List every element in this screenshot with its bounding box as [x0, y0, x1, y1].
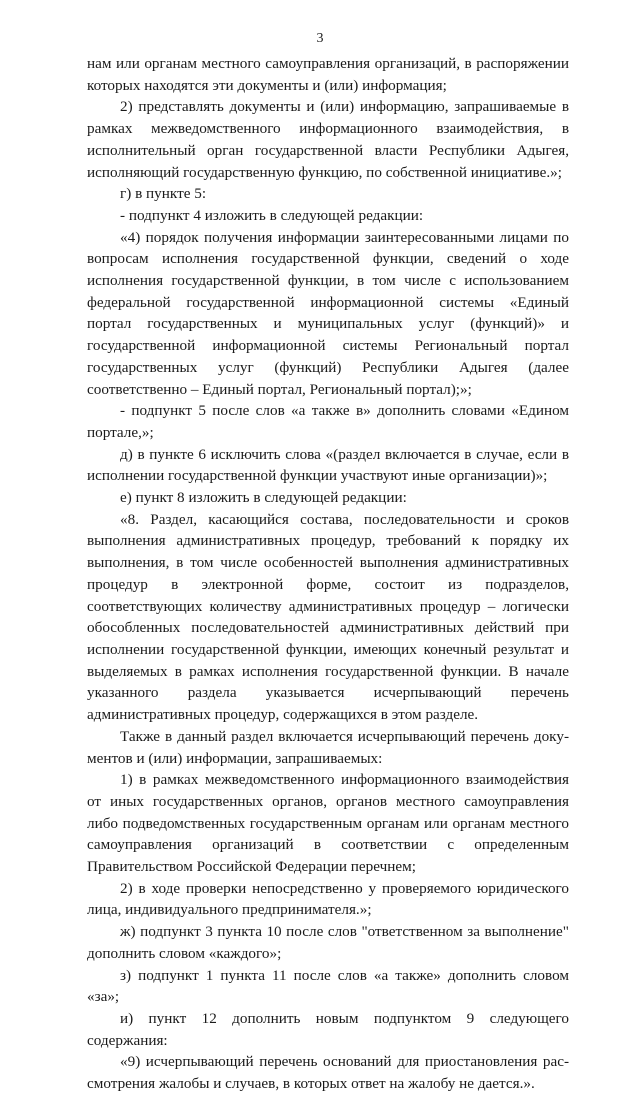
paragraph-subitem-4-text: «4) порядок получения информации заинтересованными лицами по вопросам исполнения государственной функции, сведений о ходе исполнения государственной функции, в том числе с использованием федеральной государственной информационной системы «Единый портал государственных и муниципальных услуг (функций)» и государственной информационной системы Региональный портал государственных услуг (функций) Республики Адыгея (далее соответственно – Единый портал, Региональный портал);»;: [87, 228, 569, 398]
paragraph-item-e: е) пункт 8 изложить в следующей редакции:: [120, 489, 407, 507]
paragraph-list-item-2: 2) в ходе проверки непосредственно у проверяемого юридического лица, индивидуального предпринимателя.»;: [87, 879, 569, 919]
paragraph-item-9-text: «9) исчерпывающий перечень оснований для приостановления рассмотрения жалобы и случаев, в которых ответ на жалобу не дается.».: [87, 1053, 569, 1093]
paragraph-item-zh: ж) подпункт 3 пункта 10 после слов "ответственном за выполнение" дополнить словом «каждого»;: [87, 923, 569, 962]
paragraph-item-2: 2) представлять документы и (или) информацию, запрашиваемые в рамках межведомственного информационного взаимодействия, в исполнительный орган государственной власти Республики Адыгея, исполняющий государственную функцию, по собственной инициативе.»;: [87, 98, 569, 181]
paragraph-continuation: нам или органам местного самоуправления организаций, в распоряжении которых находятся эти документы и (или) информация;: [87, 55, 569, 94]
page-number: 3: [316, 31, 324, 46]
paragraph-list-item-1: 1) в рамках межведомственного информационного взаимодействия от иных государственных органов, органов местного самоуправления либо подведомственных государственным органам или органам местного самоуправления организаций в соответствии с определенным Правительством Российской Федерации перечнем;: [87, 771, 569, 876]
paragraph-item-8-text: «8. Раздел, касающийся состава, последовательности и сроков выполнения административных процедур, требований к порядку их выполнения, в том числе особенностей выполнения административных процедур в электронной форме, состоит из подразделов, соответствующих количеству административных процедур – логически обособленных последовательностей административных действий при исполнении государственной функции, имеющих конечный результат и выделяемых в рамках исполнения государственной функции. В начале указанного раздела указывается исчерпывающий перечень административных процедур, содержащихся в этом разделе.: [87, 510, 569, 724]
paragraph-section-list: Также в данный раздел включается исчерпывающий перечень документов и (или) информации, запрашиваемых:: [87, 727, 569, 767]
paragraph-item-g: г) в пункте 5:: [120, 185, 207, 203]
paragraph-item-d: д) в пункте 6 исключить слова «(раздел включается в случае, если в исполнении государственной функции участвуют иные организации)»;: [87, 445, 569, 485]
paragraph-subitem-5: - подпункт 5 после слов «а также в» дополнить словами «Едином портале,»;: [87, 402, 569, 441]
document-body: [87, 53, 569, 1095]
paragraph-item-i: и) пункт 12 дополнить новым подпунктом 9 следующего содержания:: [87, 1009, 569, 1049]
paragraph-subitem-4-intro: - подпункт 4 изложить в следующей редакции:: [120, 206, 424, 224]
paragraph-item-z: з) подпункт 1 пункта 11 после слов «а также» дополнить словом «за»;: [87, 966, 569, 1006]
